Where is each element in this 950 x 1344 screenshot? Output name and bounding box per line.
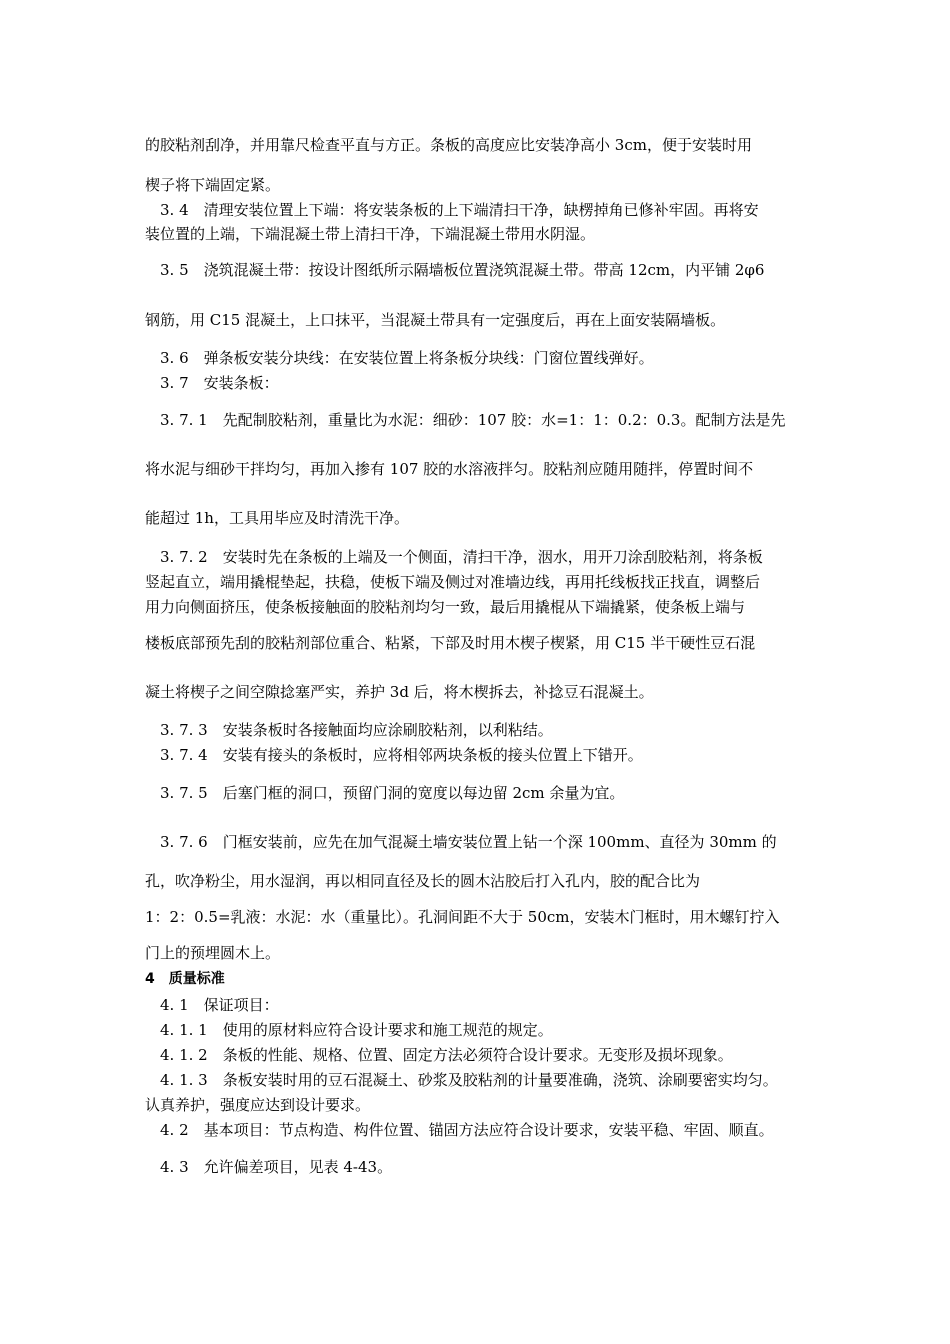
text-line: 3. 5 浇筑混凝土带：按设计图纸所示隔墙板位置浇筑混凝土带。带高 12cm，内平铺 2φ6 (160, 261, 765, 279)
text-line: 3. 7. 6 门框安装前，应先在加气混凝土墙安装位置上钻一个深 100mm、直径为 30mm 的 (160, 833, 777, 851)
text-line: 3. 7. 4 安装有接头的条板时，应将相邻两块条板的接头位置上下错开。 (160, 746, 643, 764)
text-line: 3. 6 弹条板安装分块线：在安装位置上将条板分块线：门窗位置线弹好。 (160, 349, 654, 367)
text-line: 的胶粘剂刮净，并用靠尺检查平直与方正。条板的高度应比安装净高小 3cm，便于安装时用 (145, 136, 752, 154)
section-heading: 4 质量标准 (145, 971, 225, 987)
text-line: 3. 7. 5 后塞门框的洞口，预留门洞的宽度以每边留 2cm 余量为宜。 (160, 784, 625, 802)
text-line: 门上的预埋圆木上。 (145, 944, 281, 962)
text-line: 将水泥与细砂干拌均匀，再加入掺有 107 胶的水溶液拌匀。胶粘剂应随用随拌，停置时间不 (145, 460, 754, 478)
text-line: 孔，吹净粉尘，用水湿润，再以相同直径及长的圆木沾胶后打入孔内，胶的配合比为 (145, 872, 701, 890)
text-line: 1：2：0.5=乳液：水泥：水（重量比）。孔洞间距不大于 50cm，安装木门框时，用木螺钉拧入 (145, 908, 780, 926)
text-line: 3. 4 清理安装位置上下端：将安装条板的上下端清扫干净，缺楞掉角已修补牢固。再将安 (160, 201, 759, 219)
text-line: 3. 7. 1 先配制胶粘剂，重量比为水泥：细砂：107 胶：水=1：1：0.2：0.3。配制方法是先 (160, 411, 786, 429)
text-line: 3. 7. 3 安装条板时各接触面均应涂刷胶粘剂，以利粘结。 (160, 721, 553, 739)
text-line: 装位置的上端，下端混凝土带上清扫干净，下端混凝土带用水阴湿。 (145, 225, 596, 243)
text-line: 钢筋，用 C15 混凝土，上口抹平，当混凝土带具有一定强度后，再在上面安装隔墙板。 (145, 311, 726, 329)
text-line: 楼板底部预先刮的胶粘剂部位重合、粘紧，下部及时用木楔子楔紧，用 C15 半干硬性豆石混 (145, 634, 756, 652)
text-line: 4. 1. 1 使用的原材料应符合设计要求和施工规范的规定。 (160, 1021, 553, 1039)
text-line: 4. 3 允许偏差项目，见表 4-43。 (160, 1158, 393, 1176)
text-line: 4. 2 基本项目：节点构造、构件位置、锚固方法应符合设计要求，安装平稳、牢固、顺直。 (160, 1121, 774, 1139)
text-line: 能超过 1h，工具用毕应及时清洗干净。 (145, 509, 409, 527)
text-line: 认真养护，强度应达到设计要求。 (145, 1096, 371, 1114)
text-line: 4. 1. 2 条板的性能、规格、位置、固定方法必须符合设计要求。无变形及损坏现象。 (160, 1046, 733, 1064)
text-line: 3. 7. 2 安装时先在条板的上端及一个侧面，清扫干净，洇水，用开刀涂刮胶粘剂，将条板 (160, 548, 763, 566)
text-line: 楔子将下端固定紧。 (145, 176, 281, 194)
text-line: 4. 1 保证项目： (160, 996, 279, 1014)
text-line: 3. 7 安装条板： (160, 374, 279, 392)
text-line: 竖起直立，端用撬棍垫起，扶稳，使板下端及侧过对准墙边线，再用托线板找正找直，调整后 (145, 573, 761, 591)
text-line: 凝土将楔子之间空隙捻塞严实，养护 3d 后，将木楔拆去，补捻豆石混凝土。 (145, 683, 654, 701)
text-line: 用力向侧面挤压，使条板接触面的胶粘剂均匀一致，最后用撬棍从下端撬紧，使条板上端与 (145, 598, 746, 616)
text-line: 4. 1. 3 条板安装时用的豆石混凝土、砂浆及胶粘剂的计量要准确，浇筑、涂刷要密实均匀。 (160, 1071, 778, 1089)
